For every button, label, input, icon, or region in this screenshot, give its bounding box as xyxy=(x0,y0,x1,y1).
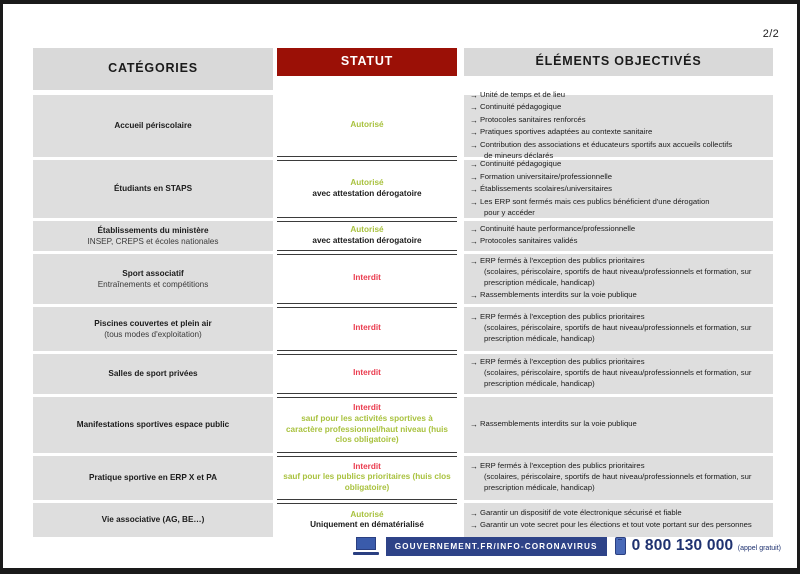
category-title: Salles de sport privées xyxy=(108,369,198,379)
element-bullet-text xyxy=(480,90,767,101)
status-exception-note: sauf pour les activités sportives à caractère professionnel/haut niveau (huis clos obligatoire) xyxy=(286,413,448,445)
status-cell xyxy=(277,354,457,394)
element-bullet xyxy=(470,508,767,519)
status-cell xyxy=(277,456,457,500)
table-row xyxy=(33,354,773,394)
element-bullet-text xyxy=(480,197,767,219)
category-subtitle: Entraînements et compétitions xyxy=(97,279,209,289)
element-bullet xyxy=(470,102,767,113)
element-bullet xyxy=(470,115,767,126)
status-badge: Interdit xyxy=(353,403,381,413)
arrow-right-icon: → xyxy=(470,160,478,169)
category-title: Pratique sportive en ERP X et PA xyxy=(88,473,217,483)
category-cell xyxy=(33,95,273,157)
header-elements xyxy=(464,48,773,90)
element-bullet-main: Garantir un vote secret pour les élections et tout vote portant sur des personnes xyxy=(480,520,752,530)
arrow-right-icon: → xyxy=(470,237,478,247)
status-cell xyxy=(277,397,457,453)
status-badge: Autorisé xyxy=(350,119,384,129)
category-subtitle: (tous modes d'exploitation) xyxy=(104,329,202,339)
element-bullet xyxy=(470,159,767,170)
status-badge: Interdit xyxy=(353,368,381,378)
category-cell xyxy=(33,254,273,304)
status-note: Uniquement en dématérialisé xyxy=(310,520,424,530)
status-badge: Autorisé xyxy=(350,178,384,188)
category-title: Vie associative (AG, BE…) xyxy=(101,515,205,525)
element-bullet xyxy=(470,357,767,390)
element-bullet-main: Unité de temps et de lieu xyxy=(480,89,566,99)
category-cell xyxy=(33,160,273,218)
element-bullet-main: Rassemblements interdits sur la voie publique xyxy=(480,290,637,300)
footer-banner xyxy=(3,524,797,568)
element-bullet-continuation: (scolaires, périscolaire, sportifs de haut niveau/professionnels et formation, sur prescription médicale, handicap) xyxy=(484,323,752,344)
element-bullet-main: Continuité pédagogique xyxy=(480,102,562,112)
element-bullet-text xyxy=(480,256,767,289)
mobile-phone-icon xyxy=(615,537,626,555)
arrow-right-icon: → xyxy=(470,521,478,531)
laptop-icon xyxy=(353,537,379,555)
elements-cell xyxy=(464,160,773,218)
category-subtitle: INSEP, CREPS et écoles nationales xyxy=(87,236,219,246)
status-badge: Interdit xyxy=(353,323,381,333)
category-title: Sport associatif xyxy=(122,268,184,278)
phone-number: 0 800 130 000 xyxy=(631,537,734,554)
category-title: Établissements du ministère xyxy=(97,225,209,235)
status-cell xyxy=(277,160,457,218)
status-exception-note: sauf pour les publics prioritaires (huis clos obligatoire) xyxy=(283,472,451,493)
element-bullet-text xyxy=(480,461,767,494)
element-bullet-main: Protocoles sanitaires validés xyxy=(480,236,578,246)
page-number: 2/2 xyxy=(762,28,779,40)
element-bullet xyxy=(470,90,767,101)
elements-cell xyxy=(464,307,773,351)
status-badge: Interdit xyxy=(353,273,381,283)
table-row xyxy=(33,254,773,304)
arrow-right-icon: → xyxy=(470,103,478,113)
element-bullet xyxy=(470,127,767,138)
element-bullet-main: Garantir un dispositif de vote électronique sécurisé et fiable xyxy=(480,507,682,517)
element-bullet xyxy=(470,290,767,301)
phone-free-note: (appel gratuit) xyxy=(737,545,781,552)
element-bullet xyxy=(470,461,767,494)
arrow-right-icon: → xyxy=(470,140,478,150)
elements-cell xyxy=(464,221,773,251)
arrow-right-icon: → xyxy=(470,197,478,207)
element-bullet-main: Continuité pédagogique xyxy=(480,159,562,168)
phone-block xyxy=(632,537,781,555)
category-cell xyxy=(33,307,273,351)
table-row xyxy=(33,160,773,218)
category-cell xyxy=(33,354,273,394)
arrow-right-icon: → xyxy=(470,90,478,100)
status-cell xyxy=(277,307,457,351)
element-bullet-text xyxy=(480,236,767,247)
header-categories xyxy=(33,48,273,90)
status-table xyxy=(33,48,773,540)
category-title: Étudiants en STAPS xyxy=(113,184,193,194)
element-bullet-text xyxy=(480,184,767,195)
arrow-right-icon: → xyxy=(470,508,478,518)
element-bullet-main: Établissements scolaires/universitaires xyxy=(480,184,613,194)
status-cell xyxy=(277,221,457,251)
element-bullet-text xyxy=(480,102,767,113)
arrow-right-icon: → xyxy=(470,172,478,182)
element-bullet xyxy=(470,312,767,345)
element-bullet-main: Pratiques sportives adaptées au contexte sanitaire xyxy=(480,127,653,137)
element-bullet xyxy=(470,197,767,219)
element-bullet xyxy=(470,236,767,247)
header-statut xyxy=(277,48,457,90)
elements-cell xyxy=(464,89,773,160)
arrow-right-icon: → xyxy=(470,185,478,195)
arrow-right-icon: → xyxy=(470,313,478,323)
category-cell xyxy=(33,221,273,251)
status-cell xyxy=(277,254,457,304)
status-badge: Interdit xyxy=(353,461,381,471)
arrow-right-icon: → xyxy=(470,462,478,472)
table-row xyxy=(33,456,773,500)
element-bullet-main: Continuité haute performance/professionnelle xyxy=(480,223,636,233)
arrow-right-icon: → xyxy=(470,257,478,267)
element-bullet-main: ERP fermés à l'exception des publics prioritaires xyxy=(480,461,645,471)
element-bullet-continuation: (scolaires, périscolaire, sportifs de haut niveau/professionnels et formation, sur prescription médicale, handicap) xyxy=(484,267,752,287)
element-bullet-text xyxy=(480,312,767,345)
element-bullet-text xyxy=(480,290,767,301)
table-row xyxy=(33,307,773,351)
category-title: Accueil périscolaire xyxy=(114,121,192,131)
elements-cell xyxy=(464,397,773,453)
status-note: avec attestation dérogatoire xyxy=(312,188,422,198)
element-bullet xyxy=(470,256,767,289)
element-bullet-text xyxy=(480,172,767,183)
table-header-row xyxy=(33,48,773,90)
elements-cell xyxy=(464,354,773,394)
arrow-right-icon: → xyxy=(470,115,478,125)
status-note: avec attestation dérogatoire xyxy=(312,235,422,245)
element-bullet-main: ERP fermés à l'exception des publics prioritaires xyxy=(480,357,645,367)
arrow-right-icon: → xyxy=(470,224,478,234)
element-bullet-main: Formation universitaire/professionnelle xyxy=(480,171,613,181)
category-title: Manifestations sportives espace public xyxy=(76,420,230,430)
element-bullet-main: ERP fermés à l'exception des publics prioritaires xyxy=(480,256,645,266)
header-categories-label: CATÉGORIES xyxy=(33,55,273,83)
element-bullet-main: Rassemblements interdits sur la voie publique xyxy=(480,419,637,429)
status-cell xyxy=(277,95,457,157)
table-row xyxy=(33,221,773,251)
element-bullet-text xyxy=(480,508,767,519)
category-cell xyxy=(33,397,273,453)
elements-cell xyxy=(464,456,773,500)
element-bullet xyxy=(470,419,767,430)
element-bullet xyxy=(470,184,767,195)
header-statut-label: STATUT xyxy=(277,48,457,76)
element-bullet xyxy=(470,172,767,183)
arrow-right-icon: → xyxy=(470,420,478,430)
element-bullet-text xyxy=(480,357,767,390)
element-bullet-continuation: de mineurs déclarés xyxy=(484,150,554,160)
element-bullet-main: Les ERP sont fermés mais ces publics bénéficient d'une dérogation xyxy=(480,196,710,206)
header-elements-label: ÉLÉMENTS OBJECTIVÉS xyxy=(464,48,773,76)
element-bullet-text xyxy=(480,159,767,170)
category-title: Piscines couvertes et plein air xyxy=(94,318,212,328)
status-badge: Autorisé xyxy=(350,225,384,235)
element-bullet xyxy=(470,224,767,235)
arrow-right-icon: → xyxy=(470,128,478,138)
element-bullet-main: Contribution des associations et éducateurs sportifs aux accueils collectifs xyxy=(480,139,733,149)
status-badge: Autorisé xyxy=(350,509,384,519)
element-bullet-text xyxy=(480,224,767,235)
elements-cell xyxy=(464,254,773,304)
table-row xyxy=(33,397,773,453)
category-cell xyxy=(33,456,273,500)
element-bullet-main: ERP fermés à l'exception des publics prioritaires xyxy=(480,312,645,322)
arrow-right-icon: → xyxy=(470,358,478,368)
gouvernement-url-banner[interactable]: GOUVERNEMENT.FR/INFO-CORONAVIRUS xyxy=(386,537,607,556)
element-bullet-continuation: pour y accéder xyxy=(484,207,535,217)
element-bullet-text xyxy=(480,127,767,138)
element-bullet-text xyxy=(480,419,767,430)
table-row xyxy=(33,89,773,160)
element-bullet-continuation: (scolaires, périscolaire, sportifs de haut niveau/professionnels et formation, sur prescription médicale, handicap) xyxy=(484,368,752,389)
arrow-right-icon: → xyxy=(470,291,478,301)
element-bullet-text xyxy=(480,115,767,126)
element-bullet-main: Protocoles sanitaires renforcés xyxy=(480,114,586,124)
element-bullet-continuation: (scolaires, périscolaire, sportifs de haut niveau/professionnels et formation, sur prescription médicale, handicap) xyxy=(484,472,752,493)
